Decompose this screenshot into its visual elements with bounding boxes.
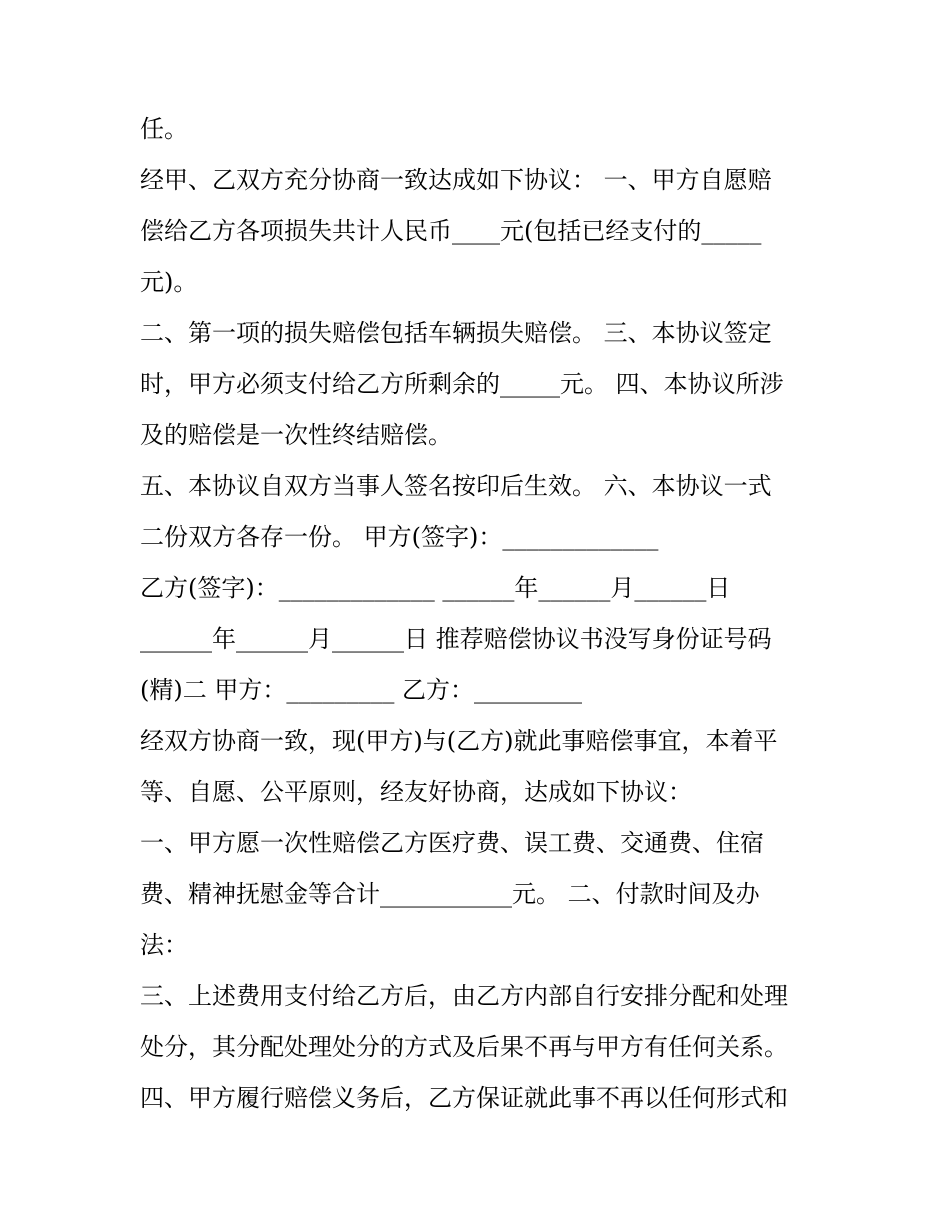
text-line: 一、甲方愿一次性赔偿乙方医疗费、误工费、交通费、住宿	[140, 829, 764, 857]
text-line: 乙方(签字)：_____________ ______年______月______日	[140, 574, 731, 602]
text-line: 偿给乙方各项损失共计人民币____元(包括已经支付的_____	[140, 217, 762, 245]
text-line: 时，甲方必须支付给乙方所剩余的_____元。 四、本协议所涉	[140, 370, 784, 398]
text-line: 法：	[140, 931, 188, 959]
text-line: ______年______月______日 推荐赔偿协议书没写身份证号码	[140, 625, 772, 653]
text-line: 经甲、乙双方充分协商一致达成如下协议： 一、甲方自愿赔	[140, 166, 772, 194]
text-line: 任。	[140, 115, 188, 143]
text-line: 三、上述费用支付给乙方后，由乙方内部自行安排分配和处理	[140, 982, 788, 1010]
text-line: 及的赔偿是一次性终结赔偿。	[140, 421, 452, 449]
text-line: 费、精神抚慰金等合计___________元。 二、付款时间及办	[140, 880, 760, 908]
text-line: 等、自愿、公平原则，经友好协商，达成如下协议：	[140, 778, 692, 806]
text-line: 二份双方各存一份。 甲方(签字)：_____________	[140, 523, 659, 551]
text-line: 经双方协商一致，现(甲方)与(乙方)就此事赔偿事宜，本着平	[140, 727, 778, 755]
text-line: (精)二 甲方：_________ 乙方：_________	[140, 676, 582, 704]
text-line: 元)。	[140, 268, 198, 296]
text-line: 处分，其分配处理处分的方式及后果不再与甲方有任何关系。	[140, 1033, 788, 1061]
text-line: 二、第一项的损失赔偿包括车辆损失赔偿。 三、本协议签定	[140, 319, 772, 347]
text-line: 四、甲方履行赔偿义务后，乙方保证就此事不再以任何形式和	[140, 1084, 788, 1112]
text-line: 五、本协议自双方当事人签名按印后生效。 六、本协议一式	[140, 472, 772, 500]
